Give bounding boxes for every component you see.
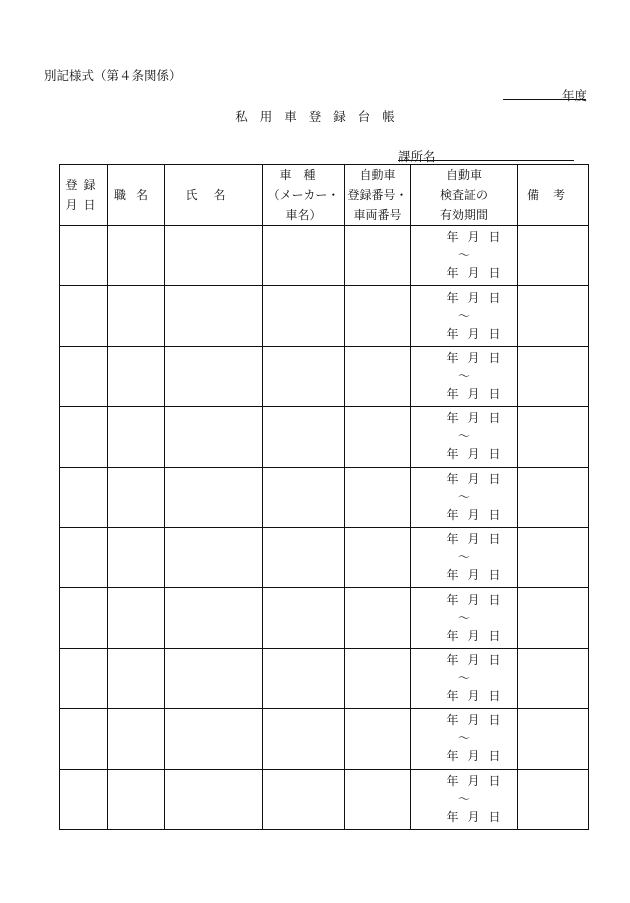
- cell-car-type[interactable]: [263, 226, 345, 286]
- validity-period: [411, 407, 517, 466]
- cell-plate[interactable]: [345, 648, 411, 708]
- table-row: [60, 648, 589, 708]
- cell-car-type[interactable]: [263, 588, 345, 648]
- header-remarks-text: 備考: [526, 187, 579, 202]
- cell-position[interactable]: [108, 407, 165, 467]
- table-row: [60, 467, 589, 527]
- cell-reg-date[interactable]: [60, 648, 108, 708]
- period-from[interactable]: 年月日: [446, 713, 510, 728]
- period-tilde: ～: [457, 308, 470, 323]
- cell-plate[interactable]: [345, 286, 411, 346]
- cell-car-type[interactable]: [263, 527, 345, 587]
- period-to[interactable]: 年月日: [446, 386, 510, 401]
- header-inspection-line3: 有効期間: [439, 208, 488, 222]
- period-from[interactable]: 年月日: [446, 532, 510, 547]
- period-to[interactable]: 年月日: [446, 628, 510, 643]
- cell-plate[interactable]: [345, 709, 411, 769]
- table-row: [60, 588, 589, 648]
- period-tilde: ～: [457, 429, 470, 444]
- cell-position[interactable]: [108, 648, 165, 708]
- cell-reg-date[interactable]: [60, 407, 108, 467]
- period-tilde: ～: [457, 731, 470, 746]
- period-from[interactable]: 年月日: [446, 471, 510, 486]
- table-row: [60, 407, 589, 467]
- cell-position[interactable]: [108, 286, 165, 346]
- cell-reg-date[interactable]: [60, 226, 108, 286]
- header-plate-line2: 登録番号・: [347, 188, 408, 202]
- cell-position[interactable]: [108, 226, 165, 286]
- header-row: [60, 165, 589, 226]
- cell-car-type[interactable]: [263, 467, 345, 527]
- cell-name[interactable]: [165, 226, 263, 286]
- period-from[interactable]: 年月日: [446, 290, 510, 305]
- cell-name[interactable]: [165, 769, 263, 829]
- period-to[interactable]: 年月日: [446, 749, 510, 764]
- cell-inspection: [411, 346, 518, 406]
- cell-position[interactable]: [108, 346, 165, 406]
- cell-inspection: [411, 648, 518, 708]
- validity-period: [411, 528, 517, 587]
- cell-plate[interactable]: [345, 407, 411, 467]
- table-row: [60, 769, 589, 829]
- cell-name[interactable]: [165, 286, 263, 346]
- cell-plate[interactable]: [345, 226, 411, 286]
- validity-period: [411, 709, 517, 768]
- period-from[interactable]: 年月日: [446, 411, 510, 426]
- cell-reg-date[interactable]: [60, 527, 108, 587]
- period-to[interactable]: 年月日: [446, 266, 510, 281]
- header-plate-line3: 車両番号: [353, 208, 402, 222]
- cell-car-type[interactable]: [263, 709, 345, 769]
- cell-inspection: [411, 407, 518, 467]
- validity-period: [411, 287, 517, 346]
- cell-name[interactable]: [165, 346, 263, 406]
- year-label: 年度: [562, 88, 588, 103]
- cell-plate[interactable]: [345, 467, 411, 527]
- header-reg-date-line1: 登録: [65, 178, 102, 192]
- cell-reg-date[interactable]: [60, 588, 108, 648]
- table-row: [60, 226, 589, 286]
- cell-plate[interactable]: [345, 527, 411, 587]
- page-title: 私用車登録台帳: [235, 109, 407, 124]
- header-inspection-line1: 自動車: [445, 168, 482, 182]
- period-tilde: ～: [457, 791, 470, 806]
- cell-name[interactable]: [165, 467, 263, 527]
- table-row: [60, 527, 589, 587]
- period-from[interactable]: 年月日: [446, 230, 510, 245]
- header-car-type-line3: 車名）: [285, 208, 322, 222]
- period-from[interactable]: 年月日: [446, 592, 510, 607]
- dept-underline: [398, 160, 574, 161]
- validity-period: [411, 770, 517, 829]
- header-inspection: [411, 165, 518, 226]
- cell-inspection: [411, 467, 518, 527]
- period-tilde: ～: [457, 610, 470, 625]
- cell-inspection: [411, 286, 518, 346]
- header-name-text: 氏名: [185, 187, 242, 202]
- table-row: [60, 286, 589, 346]
- header-position-text: 職名: [113, 187, 158, 202]
- header-reg-date-line2: 月日: [65, 198, 102, 212]
- cell-car-type[interactable]: [263, 648, 345, 708]
- period-to[interactable]: 年月日: [446, 447, 510, 462]
- cell-name[interactable]: [165, 648, 263, 708]
- cell-reg-date[interactable]: [60, 467, 108, 527]
- cell-plate[interactable]: [345, 769, 411, 829]
- form-label: 別記様式（第４条関係）: [44, 68, 182, 83]
- header-car-type-line2: （メーカー・: [267, 188, 340, 202]
- period-to[interactable]: 年月日: [446, 688, 510, 703]
- cell-position[interactable]: [108, 467, 165, 527]
- cell-car-type[interactable]: [263, 769, 345, 829]
- header-name: [165, 165, 263, 226]
- header-plate: [345, 165, 411, 226]
- validity-period: [411, 226, 517, 285]
- period-from[interactable]: 年月日: [446, 350, 510, 365]
- cell-name[interactable]: [165, 407, 263, 467]
- validity-period: [411, 468, 517, 527]
- cell-reg-date[interactable]: [60, 709, 108, 769]
- cell-position[interactable]: [108, 588, 165, 648]
- cell-car-type[interactable]: [263, 286, 345, 346]
- header-car-type: [263, 165, 345, 226]
- header-position: [108, 165, 165, 226]
- cell-name[interactable]: [165, 588, 263, 648]
- header-reg-date: [60, 165, 108, 226]
- validity-period: [411, 589, 517, 648]
- cell-reg-date[interactable]: [60, 346, 108, 406]
- cell-reg-date[interactable]: [60, 286, 108, 346]
- period-to[interactable]: 年月日: [446, 507, 510, 522]
- cell-name[interactable]: [165, 709, 263, 769]
- cell-reg-date[interactable]: [60, 769, 108, 829]
- period-to[interactable]: 年月日: [446, 326, 510, 341]
- period-tilde: ～: [457, 248, 470, 263]
- period-tilde: ～: [457, 550, 470, 565]
- validity-period: [411, 347, 517, 406]
- cell-inspection: [411, 769, 518, 829]
- cell-position[interactable]: [108, 769, 165, 829]
- period-from[interactable]: 年月日: [446, 652, 510, 667]
- cell-car-type[interactable]: [263, 346, 345, 406]
- cell-inspection: [411, 709, 518, 769]
- validity-period: [411, 649, 517, 708]
- period-to[interactable]: 年月日: [446, 809, 510, 824]
- header-inspection-line2: 検査証の: [439, 188, 488, 202]
- cell-car-type[interactable]: [263, 407, 345, 467]
- table-row: [60, 709, 589, 769]
- period-from[interactable]: 年月日: [446, 773, 510, 788]
- cell-plate[interactable]: [345, 588, 411, 648]
- register-table: [59, 164, 589, 830]
- cell-position[interactable]: [108, 527, 165, 587]
- table-row: [60, 346, 589, 406]
- period-tilde: ～: [457, 489, 470, 504]
- cell-name[interactable]: [165, 527, 263, 587]
- dept-label: 課所名: [398, 149, 436, 164]
- cell-position[interactable]: [108, 709, 165, 769]
- header-remarks: [518, 165, 589, 226]
- cell-inspection: [411, 226, 518, 286]
- period-tilde: ～: [457, 368, 470, 383]
- header-plate-line1: 自動車: [359, 168, 396, 182]
- period-tilde: ～: [457, 670, 470, 685]
- period-to[interactable]: 年月日: [446, 568, 510, 583]
- cell-inspection: [411, 527, 518, 587]
- header-car-type-line1: 車種: [279, 168, 328, 182]
- cell-inspection: [411, 588, 518, 648]
- cell-plate[interactable]: [345, 346, 411, 406]
